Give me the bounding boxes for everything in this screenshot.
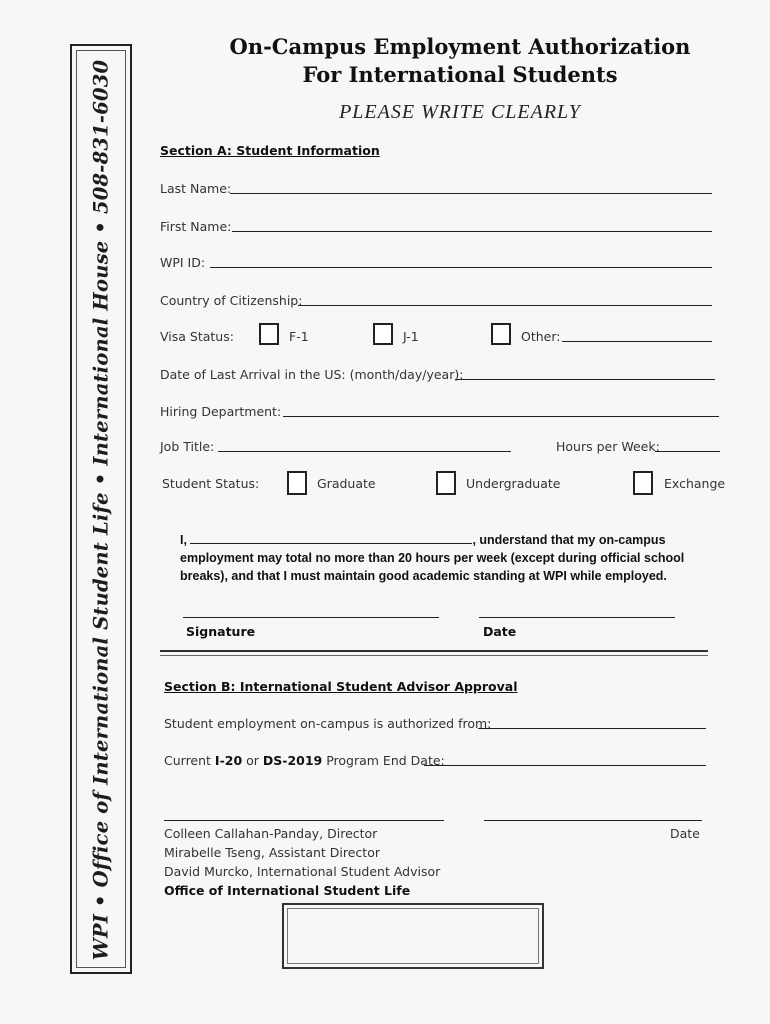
program-end-field[interactable] [424, 765, 706, 766]
hiring-department-field[interactable] [283, 416, 719, 417]
program-end-ds2019: DS-2019 [262, 753, 323, 768]
status-graduate-checkbox[interactable] [287, 471, 307, 495]
status-exchange-checkbox[interactable] [633, 471, 653, 495]
visa-other-label: Other: [521, 329, 561, 344]
last-name-field[interactable] [230, 193, 712, 194]
arrival-date-label: Date of Last Arrival in the US: (month/day/year): [160, 367, 464, 382]
statement-line2: employment may total no more than 20 hours per week (except during official school [180, 551, 685, 565]
form-subtitle: PLEASE WRITE CLEARLY [339, 101, 581, 123]
visa-j1-label: J-1 [403, 329, 419, 344]
statement-line1-end: , understand that my on-campus [472, 533, 666, 547]
authorized-from-label: Student employment on-campus is authorized from: [164, 716, 492, 731]
office-stamp-inner-border [287, 908, 539, 964]
program-end-i20: I-20 [214, 753, 243, 768]
staff-advisor: David Murcko, International Student Advisor [164, 864, 441, 879]
advisor-signature-line[interactable] [164, 820, 444, 821]
visa-f1-label: F-1 [289, 329, 309, 344]
first-name-field[interactable] [232, 231, 712, 232]
staff-assistant-director: Mirabelle Tseng, Assistant Director [164, 845, 380, 860]
program-end-label [164, 753, 445, 768]
status-exchange-label: Exchange [664, 476, 726, 491]
statement-name-blank[interactable] [190, 531, 472, 544]
job-title-label: Job Title: [160, 439, 215, 454]
country-field[interactable] [298, 305, 712, 306]
visa-j1-checkbox[interactable] [373, 323, 393, 345]
statement-i: I, [180, 533, 187, 547]
signature-date-line[interactable] [479, 617, 675, 618]
hiring-department-label: Hiring Department: [160, 404, 282, 419]
signature-date-label: Date [483, 624, 517, 639]
advisor-date-label: Date [670, 826, 700, 841]
section-separator [160, 650, 708, 656]
program-end-or: or [242, 753, 263, 768]
authorized-from-field[interactable] [478, 728, 706, 729]
visa-status-label: Visa Status: [160, 329, 234, 344]
visa-other-checkbox[interactable] [491, 323, 511, 345]
signature-line[interactable] [183, 617, 439, 618]
status-undergraduate-checkbox[interactable] [436, 471, 456, 495]
status-undergraduate-label: Undergraduate [466, 476, 561, 491]
program-end-suffix: Program End Date: [322, 753, 445, 768]
form-title-line2: For International Students [302, 62, 618, 87]
office-name: Office of International Student Life [164, 883, 411, 898]
hours-per-week-label: Hours per Week: [556, 439, 660, 454]
first-name-label: First Name: [160, 219, 232, 234]
wpi-id-label: WPI ID: [160, 255, 206, 270]
program-end-prefix: Current [164, 753, 215, 768]
section-a-heading: Section A: Student Information [160, 143, 380, 158]
signature-label: Signature [186, 624, 256, 639]
student-status-label: Student Status: [162, 476, 260, 491]
visa-f1-checkbox[interactable] [259, 323, 279, 345]
statement-line3: breaks), and that I must maintain good academic standing at WPI while employed. [180, 569, 667, 583]
status-graduate-label: Graduate [317, 476, 376, 491]
wpi-id-field[interactable] [210, 267, 712, 268]
staff-director: Colleen Callahan-Panday, Director [164, 826, 378, 841]
last-name-label: Last Name: [160, 181, 232, 196]
statement-line1 [180, 531, 700, 549]
office-stamp-box [282, 903, 544, 969]
country-label: Country of Citizenship: [160, 293, 303, 308]
hours-per-week-field[interactable] [655, 451, 720, 452]
form-title-line1: On-Campus Employment Authorization [229, 34, 691, 59]
job-title-field[interactable] [218, 451, 511, 452]
visa-other-field[interactable] [562, 341, 712, 342]
side-banner-text: WPI • Office of International Student Life • International House • 508-831-6030 [89, 59, 113, 961]
section-b-heading: Section B: International Student Advisor Approval [164, 679, 518, 694]
arrival-date-field[interactable] [455, 379, 715, 380]
advisor-date-line[interactable] [484, 820, 702, 821]
